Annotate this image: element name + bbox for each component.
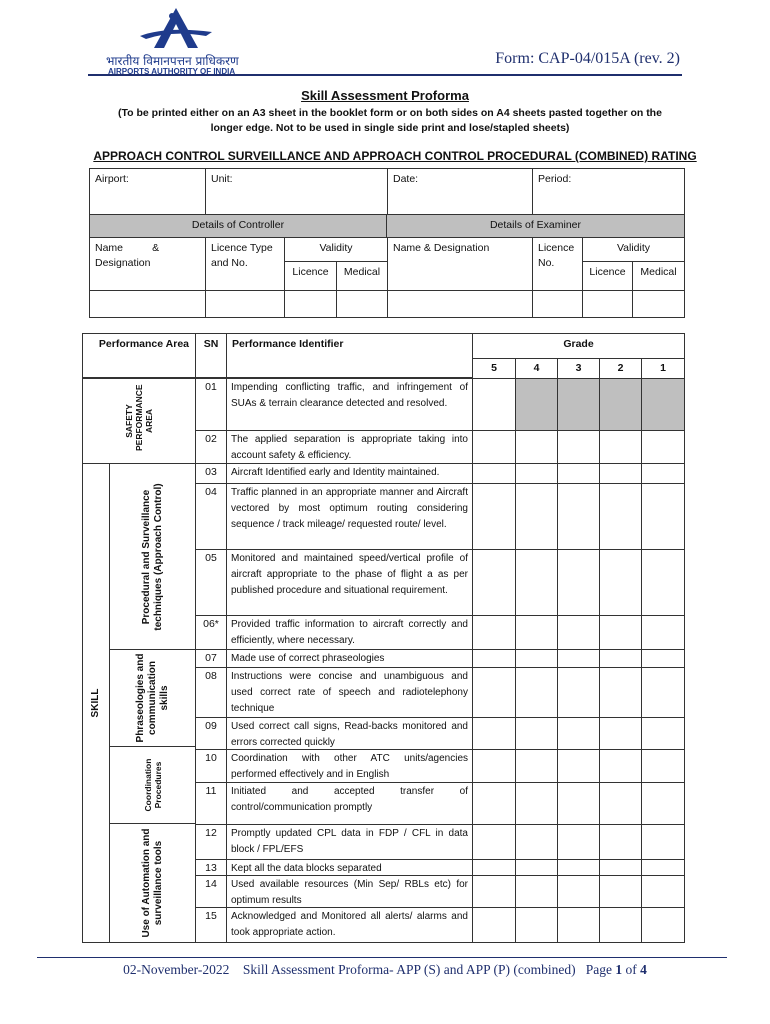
examiner-licence-label: Licence No. [538,242,575,269]
grade-5-cell[interactable] [472,378,516,431]
safety-area-cell [82,378,196,464]
footer-page-label: Page [585,962,612,977]
grade-5-cell[interactable] [472,649,516,668]
automation-area-cell [109,823,196,943]
date-field[interactable] [387,168,533,215]
grade-2-cell[interactable] [599,483,642,550]
grade-2-cell[interactable] [599,875,642,908]
examiner-name-label: Name & Designation [393,242,490,254]
form-code: Form: CAP-04/015A (rev. 2) [495,50,680,67]
sn-cell: 04 [195,483,227,550]
performance-identifier-cell: Aircraft Identified early and Identity maintained. [226,463,473,484]
grade-5-cell[interactable] [472,615,516,650]
grade-2-cell[interactable] [599,430,642,464]
examiner-validity-label: Validity [616,242,651,254]
sn-cell: 05 [195,549,227,616]
sn-label: SN [203,338,219,350]
grade-4-cell[interactable] [515,378,558,431]
grade-4-cell[interactable] [515,907,558,943]
phraseology-area-cell [109,649,196,747]
grade-5-cell[interactable] [472,907,516,943]
grade-3-cell[interactable] [557,615,600,650]
grade-3-cell[interactable] [557,824,600,860]
grade-3-cell[interactable] [557,782,600,825]
grade-5-cell[interactable] [472,463,516,484]
identifier-header [226,333,473,378]
performance-identifier-cell: Provided traffic information to aircraft correctly and efficiently, where necessary. [226,615,473,650]
aai-emblem-icon [136,6,216,52]
sn-cell: 11 [195,782,227,825]
grade-1-cell[interactable] [641,824,685,860]
footer-page-number: 1 [615,962,623,977]
performance-area-label: Performance Area [98,338,189,350]
grade-3-cell[interactable] [557,907,600,943]
coordination-area-cell [109,746,196,824]
performance-identifier-cell: Initiated and accepted transfer of control/communication promptly [226,782,473,825]
aai-logo [106,6,246,76]
examiner-name-input[interactable] [387,290,533,318]
grade-1-cell[interactable] [641,907,685,943]
grade-4-cell[interactable] [515,749,558,783]
airport-field[interactable] [89,168,206,215]
sn-cell: 15 [195,907,227,943]
airport-label: Airport: [95,173,129,185]
grade-2-cell[interactable] [599,378,642,431]
grade-2-cell[interactable] [599,907,642,943]
unit-field[interactable] [205,168,388,215]
grade-4-cell[interactable] [515,430,558,464]
controller-name-header [89,237,206,291]
grade-3-cell[interactable] [557,378,600,431]
grade-2-cell[interactable] [599,549,642,616]
performance-identifier-cell: Made use of correct phraseologies [226,649,473,668]
header-divider [88,74,682,76]
grade-3-cell[interactable] [557,859,600,876]
grade-2-cell[interactable] [599,615,642,650]
rating-title: APPROACH CONTROL SURVEILLANCE AND APPROACH CONTROL PROCEDURAL (COMBINED) RATING [93,149,697,163]
sn-cell: 02 [195,430,227,464]
examiner-heading-text: Details of Examiner [489,219,582,231]
performance-identifier-cell: Coordination with other ATC units/agencies performed effectively and in English [226,749,473,783]
grade-4-cell[interactable] [515,717,558,750]
grade-3-cell[interactable] [557,649,600,668]
grade-3-cell[interactable] [557,749,600,783]
examiner-medical-validity-label: Medical [640,266,677,278]
performance-identifier-cell: Used correct call signs, Read-backs monitored and errors corrected quickly [226,717,473,750]
grade-1-cell[interactable] [641,649,685,668]
grade-5-label: 5 [491,362,497,374]
grade-3-cell[interactable] [557,430,600,464]
grade-2-cell[interactable] [599,782,642,825]
grade-1-cell[interactable] [641,549,685,616]
examiner-licence-validity-input[interactable] [582,290,633,318]
performance-identifier-cell: Impending conflicting traffic, and infringement of SUAs & terrain clearance detected and resolved. [226,378,473,431]
footer-of-label: of [625,962,637,977]
footer-doc-title: Skill Assessment Proforma- APP (S) and APP (P) (combined) [242,962,576,977]
examiner-licence-validity-label: Licence [589,266,626,278]
sn-cell: 10 [195,749,227,783]
grade-4-header [515,358,558,379]
grade-4-cell[interactable] [515,463,558,484]
grade-4-cell[interactable] [515,824,558,860]
grade-5-cell[interactable] [472,667,516,718]
examiner-licence-validity [582,261,633,291]
controller-name-input[interactable] [89,290,206,318]
grade-4-cell[interactable] [515,483,558,550]
examiner-name-header [387,237,533,291]
sn-cell: 09 [195,717,227,750]
grade-3-cell[interactable] [557,667,600,718]
grade-2-cell[interactable] [599,859,642,876]
performance-identifier-cell: Used available resources (Min Sep/ RBLs etc) for optimum results [226,875,473,908]
logo-english-text: AIRPORTS AUTHORITY OF INDIA [108,67,236,76]
performance-identifier-cell: Promptly updated CPL data in FDP / CFL in data block / FPL/EFS [226,824,473,860]
grade-3-label: 3 [575,362,582,374]
controller-heading-text: Details of Controller [191,219,285,231]
grade-1-cell[interactable] [641,782,685,825]
performance-identifier-cell: The applied separation is appropriate taking into account safety & efficiency. [226,430,473,464]
details-table [89,168,685,318]
page-subtitle: (To be printed either on an A3 sheet in the booklet form or on both sides on A4 sheets pasted together on the longer edge. Not to be used in single side print and lose/stapled sheets) [118,107,662,134]
controller-name-label: Name & Designation [95,242,166,269]
date-label: Date: [393,173,419,185]
footer-date: 02-November-2022 [123,962,230,977]
grade-2-cell[interactable] [599,649,642,668]
licence-type-label: Licence Type and No. [211,242,273,269]
controller-licence-input[interactable] [205,290,285,318]
examiner-licence-header [532,237,583,291]
sn-cell: 12 [195,824,227,860]
grade-1-cell[interactable] [641,749,685,783]
unit-label: Unit: [211,173,233,185]
grade-4-cell[interactable] [515,875,558,908]
grade-4-cell[interactable] [515,667,558,718]
grade-2-cell[interactable] [599,749,642,783]
grade-4-label: 4 [533,362,540,374]
sn-cell: 01 [195,378,227,431]
examiner-medical-validity [632,261,685,291]
grade-1-header [641,358,685,379]
examiner-heading [386,214,685,238]
skill-area-label: SKILL [90,688,101,718]
grade-1-cell[interactable] [641,430,685,464]
grade-header [472,333,685,359]
grade-3-cell[interactable] [557,717,600,750]
procedural-area-cell [109,463,196,650]
performance-identifier-cell: Instructions were concise and unambiguous and used correct rate of speech and radiotelephony technique [226,667,473,718]
grade-1-cell[interactable] [641,859,685,876]
grade-2-cell[interactable] [599,667,642,718]
grade-1-cell[interactable] [641,717,685,750]
logo-hindi-text: भारतीय विमानपत्तन प्राधिकरण [106,54,239,68]
examiner-medical-validity-input[interactable] [632,290,685,318]
grade-5-cell[interactable] [472,859,516,876]
grade-5-cell[interactable] [472,782,516,825]
page-footer [0,962,770,978]
controller-licence-validity [284,261,337,291]
sn-cell: 14 [195,875,227,908]
grade-4-cell[interactable] [515,859,558,876]
performance-identifier-cell: Monitored and maintained speed/vertical profile of aircraft appropriate to the phase of flight a as per published procedure and situational requirement. [226,549,473,616]
period-label: Period: [538,173,572,185]
footer-divider [37,957,727,958]
controller-heading [89,214,387,238]
coordination-area-label: Coordination Procedures [142,758,163,812]
grade-3-cell[interactable] [557,549,600,616]
examiner-licence-input[interactable] [532,290,583,318]
automation-area-label: Use of Automation and surveillance tools [140,828,164,938]
grade-1-cell[interactable] [641,463,685,484]
assessment-table [82,333,685,943]
controller-medical-validity [336,261,388,291]
grade-1-cell[interactable] [641,667,685,718]
grade-1-cell[interactable] [641,378,685,431]
grade-4-cell[interactable] [515,649,558,668]
grade-5-cell[interactable] [472,549,516,616]
grade-label: Grade [563,338,594,350]
grade-1-cell[interactable] [641,615,685,650]
grade-5-cell[interactable] [472,717,516,750]
grade-4-cell[interactable] [515,782,558,825]
grade-3-cell[interactable] [557,875,600,908]
grade-1-cell[interactable] [641,483,685,550]
period-field[interactable] [532,168,685,215]
phraseology-area-label: Phraseologies and communication skills [134,653,170,743]
grade-5-header [472,358,516,379]
grade-4-cell[interactable] [515,549,558,616]
controller-licence-header [205,237,285,291]
grade-1-cell[interactable] [641,875,685,908]
grade-2-cell[interactable] [599,717,642,750]
performance-identifier-cell: Kept all the data blocks separated [226,859,473,876]
controller-medical-validity-input[interactable] [336,290,388,318]
grade-5-cell[interactable] [472,824,516,860]
sn-cell: 03 [195,463,227,484]
performance-identifier-cell: Acknowledged and Monitored all alerts/ alarms and took appropriate action. [226,907,473,943]
sn-header [195,333,227,378]
examiner-validity-header [582,237,685,262]
sn-cell: 13 [195,859,227,876]
footer-page-total: 4 [640,962,647,977]
grade-3-cell[interactable] [557,463,600,484]
performance-area-header [82,333,196,378]
sn-cell: 08 [195,667,227,718]
skill-area-cell [82,463,110,943]
grade-5-cell[interactable] [472,430,516,464]
controller-licence-validity-input[interactable] [284,290,337,318]
controller-validity-header [284,237,388,262]
grade-5-cell[interactable] [472,483,516,550]
validity-label: Validity [319,242,353,254]
grade-5-cell[interactable] [472,875,516,908]
grade-2-cell[interactable] [599,824,642,860]
safety-area-label: SAFETY PERFORMANCE AREA [124,384,154,451]
performance-identifier-cell: Traffic planned in an appropriate manner and Aircraft vectored by most optimum routing considering sequence / track mileage/ requested route/ level. [226,483,473,550]
grade-4-cell[interactable] [515,615,558,650]
licence-validity-label: Licence [292,266,329,278]
grade-5-cell[interactable] [472,749,516,783]
grade-2-header [599,358,642,379]
grade-2-cell[interactable] [599,463,642,484]
grade-3-header [557,358,600,379]
grade-1-label: 1 [660,362,666,374]
grade-3-cell[interactable] [557,483,600,550]
identifier-label: Performance Identifier [232,338,344,350]
sn-cell: 07 [195,649,227,668]
page-title: Skill Assessment Proforma [301,88,469,103]
medical-validity-label: Medical [343,266,381,278]
sn-cell: 06* [195,615,227,650]
procedural-area-label: Procedural and Surveillance techniques (Approach Control) [140,482,164,631]
grade-2-label: 2 [617,362,624,374]
